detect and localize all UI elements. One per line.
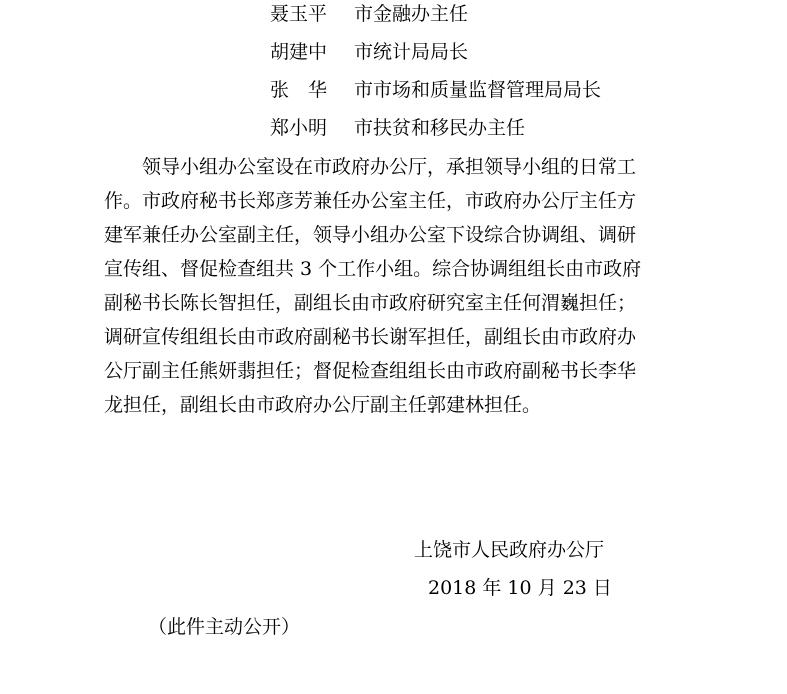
member-name: 张 华 <box>270 79 328 101</box>
paragraph-line: 龙担任，副组长由市政府办公厅副主任郭建林担任。 <box>104 394 542 416</box>
body-paragraph <box>104 150 694 422</box>
signature-date: 2018 年 10 月 23 日 <box>428 577 612 599</box>
member-name: 聂玉平 <box>270 3 328 25</box>
paragraph-line: 副秘书长陈长智担任，副组长由市政府研究室主任何渭巍担任； <box>104 292 637 314</box>
member-row <box>270 75 601 105</box>
paragraph-line: 领导小组办公室设在市政府办公厅，承担领导小组的日常工 <box>104 156 637 178</box>
paragraph-line: 调研宣传组组长由市政府副秘书长谢军担任，副组长由市政府办 <box>104 326 637 348</box>
member-name: 胡建中 <box>270 41 328 63</box>
member-row <box>270 0 468 29</box>
paragraph-line: 公厅副主任熊妍翡担任；督促检查组组长由市政府副秘书长李华 <box>104 360 637 382</box>
signature-org: 上饶市人民政府办公厅 <box>414 539 605 561</box>
member-name: 郑小明 <box>270 117 328 139</box>
paragraph-line: 宣传组、督促检查组共 3 个工作小组。综合协调组组长由市政府 <box>104 258 642 280</box>
member-title: 市金融办主任 <box>354 3 469 25</box>
member-row <box>270 37 468 67</box>
member-title: 市统计局局长 <box>354 41 469 63</box>
paragraph-line: 作。市政府秘书长郑彦芳兼任办公室主任，市政府办公厅主任方 <box>104 190 637 212</box>
publication-note: （此件主动公开） <box>148 616 301 638</box>
member-title: 市扶贫和移民办主任 <box>354 117 526 139</box>
member-title: 市市场和质量监督管理局局长 <box>354 79 602 101</box>
member-row <box>270 113 525 143</box>
paragraph-line: 建军兼任办公室副主任，领导小组办公室下设综合协调组、调研 <box>104 224 637 246</box>
